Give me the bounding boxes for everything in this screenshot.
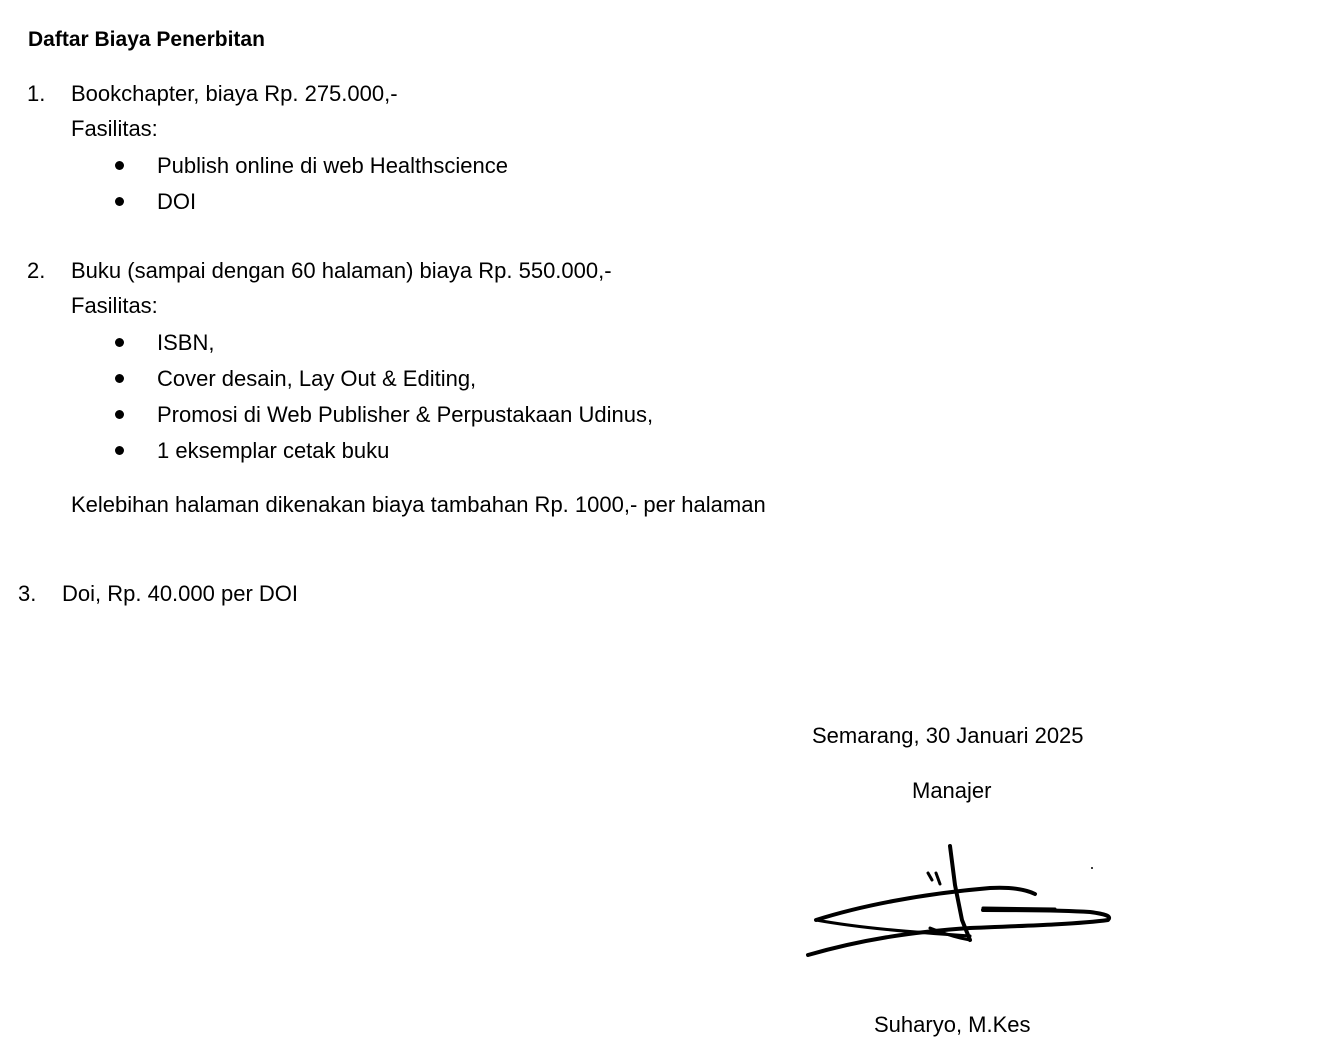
item-3-heading: Doi, Rp. 40.000 per DOI [62,581,299,606]
item-2-heading: Buku (sampai dengan 60 halaman) biaya Rp. 550.000,- [71,258,612,283]
item-2-bullet-1: ISBN, [157,330,215,355]
signature-name: Suharyo, M.Kes [874,1012,1031,1037]
item-1-heading: Bookchapter, biaya Rp. 275.000,- [71,81,398,106]
item-3-number: 3. [18,581,37,606]
item-2-facilities-label: Fasilitas: [71,293,158,318]
bullet-icon [115,410,124,419]
document-title: Daftar Biaya Penerbitan [28,28,265,51]
bullet-icon [115,161,124,170]
item-2-number: 2. [27,258,46,283]
item-1-bullet-2: DOI [157,189,197,214]
item-2-bullet-4: 1 eksemplar cetak buku [157,438,390,463]
bullet-icon [115,446,124,455]
signature-position: Manajer [912,778,992,803]
handwritten-signature [800,840,1120,965]
item-2-note: Kelebihan halaman dikenakan biaya tambahan Rp. 1000,- per halaman [71,492,766,517]
signature-place-date: Semarang, 30 Januari 2025 [812,723,1084,748]
item-1-number: 1. [27,81,46,106]
item-1-bullet-1: Publish online di web Healthscience [157,153,508,178]
item-2-bullet-2: Cover desain, Lay Out & Editing, [157,366,477,391]
item-2-bullet-3: Promosi di Web Publisher & Perpustakaan Udinus, [157,402,654,427]
bullet-icon [115,374,124,383]
bullet-icon [115,197,124,206]
item-1-facilities-label: Fasilitas: [71,116,158,141]
bullet-icon [115,338,124,347]
